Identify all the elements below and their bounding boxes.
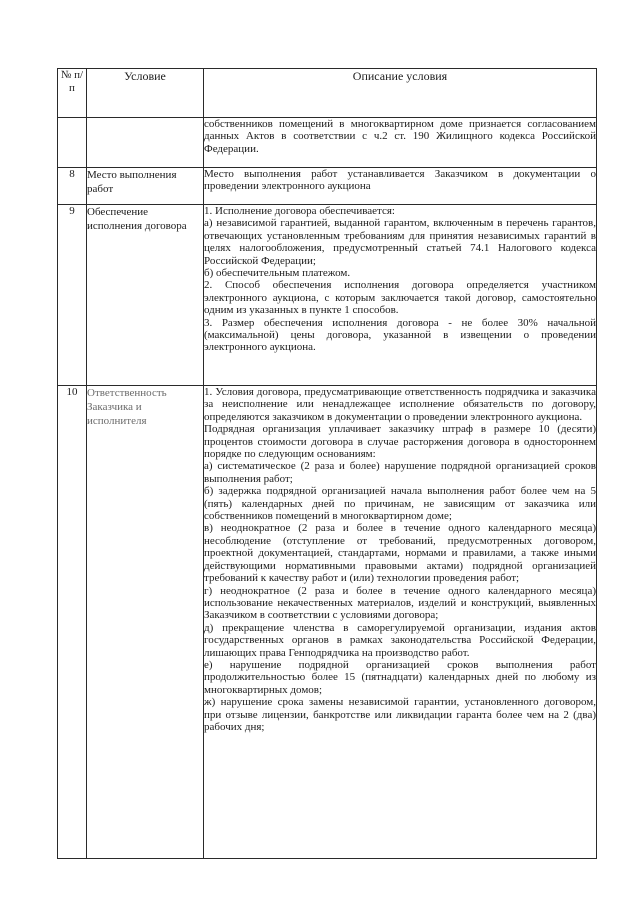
row-condition: Обеспечение исполнения договора bbox=[87, 205, 204, 386]
row-number: 8 bbox=[58, 168, 87, 205]
contract-terms-table bbox=[57, 68, 597, 859]
description-paragraph: 1. Исполнение договора обеспечивается: bbox=[204, 205, 395, 217]
description-paragraph: 2. Способ обеспечения исполнения договора определяется участником электронного аукциона, с которым заключается такой договор, самостоятельно одним из указанных в пункте 1 способов. bbox=[204, 279, 596, 317]
header-condition: Условие bbox=[87, 69, 204, 118]
description-paragraph: 3. Размер обеспечения исполнения договора - не более 30% начальной (максимальной) цены договора, указанной в извещении о проведении электронного аукциона. bbox=[204, 316, 596, 354]
description-paragraph: а) независимой гарантией, выданной гарантом, включенным в перечень гарантов, отвечающих установленным требованиям для принятия независимых гарантий в целях налогообложения, предусмотренный статьей 74.1 Налогового кодекса Российской Федерации; bbox=[204, 217, 596, 267]
table-row bbox=[58, 168, 597, 205]
description-paragraph: ж) нарушение срока замены независимой гарантии, установленного договором, при отзыве лицензии, банкротстве или ликвидации гаранта более чем на 2 (два) рабочих дня; bbox=[204, 696, 596, 733]
table-row bbox=[58, 205, 597, 386]
row-number: 10 bbox=[58, 386, 87, 859]
table-row bbox=[58, 386, 597, 859]
description-paragraph: г) неоднократное (2 раза и более в течение одного календарного месяца) использование некачественных материалов, изделий и конструкций, выявленных Заказчиком в соответствии с условиями договора; bbox=[204, 584, 596, 622]
row-description bbox=[204, 118, 597, 168]
description-paragraph: 1. Условия договора, предусматривающие ответственность подрядчика и заказчика за неисполнение или ненадлежащее исполнение обязательств по договору, определяются заказчиком в документации о проведении электронного аукциона. bbox=[204, 386, 596, 423]
description-paragraph: а) систематическое (2 раза и более) нарушение подрядной организацией сроков выполнения работ; bbox=[204, 460, 596, 485]
description-paragraph: в) неоднократное (2 раза и более в течение одного календарного месяца) несоблюдение (отступление от требований, предусмотренных договором, проектной документацией, стандартами, нормами и правилами, а также иными действующими нормативными правовыми актами) подрядной организацией требований к качеству работ и (или) технологии проведения работ; bbox=[204, 522, 596, 585]
table-row bbox=[58, 118, 597, 168]
row-condition: Место выполнения работ bbox=[87, 168, 204, 205]
row-condition bbox=[87, 118, 204, 168]
description-paragraph: б) задержка подрядной организацией начала выполнения работ более чем на 5 (пять) календарных дней по причинам, не зависящим от заказчика или собственников помещений в многоквартирном доме; bbox=[204, 485, 596, 523]
row-number bbox=[58, 118, 87, 168]
header-number: № п/п bbox=[58, 69, 87, 118]
row-condition: Ответственность Заказчика и исполнителя bbox=[87, 386, 204, 859]
description-paragraph: е) нарушение подрядной организацией сроков выполнения работ продолжительностью более 15 (пятнадцати) календарных дней по любому из многоквартирных домов; bbox=[204, 658, 596, 696]
description-paragraph: д) прекращение членства в саморегулируемой организации, издания актов государственных органов в рамках законодательства Российской Федерации, лишающих права Генподрядчика на производство работ. bbox=[204, 621, 596, 659]
row-description bbox=[204, 386, 597, 859]
description-paragraph: Место выполнения работ устанавливается Заказчиком в документации о проведении электронного аукциона bbox=[204, 168, 596, 193]
description-paragraph: Подрядная организация уплачивает заказчику штраф в размере 10 (десяти) процентов стоимости договора в случае расторжения договора в одностороннем порядке по следующим основаниям: bbox=[204, 423, 596, 461]
description-paragraph: собственников помещений в многоквартирном доме признается согласованием данных Актов в соответствии с ч.2 ст. 190 Жилищного кодекса Российской Федерации. bbox=[204, 118, 596, 155]
table-header-row bbox=[58, 69, 597, 118]
header-description: Описание условия bbox=[204, 69, 597, 118]
row-description bbox=[204, 205, 597, 386]
description-paragraph: б) обеспечительным платежом. bbox=[204, 267, 351, 280]
row-number: 9 bbox=[58, 205, 87, 386]
row-description bbox=[204, 168, 597, 205]
